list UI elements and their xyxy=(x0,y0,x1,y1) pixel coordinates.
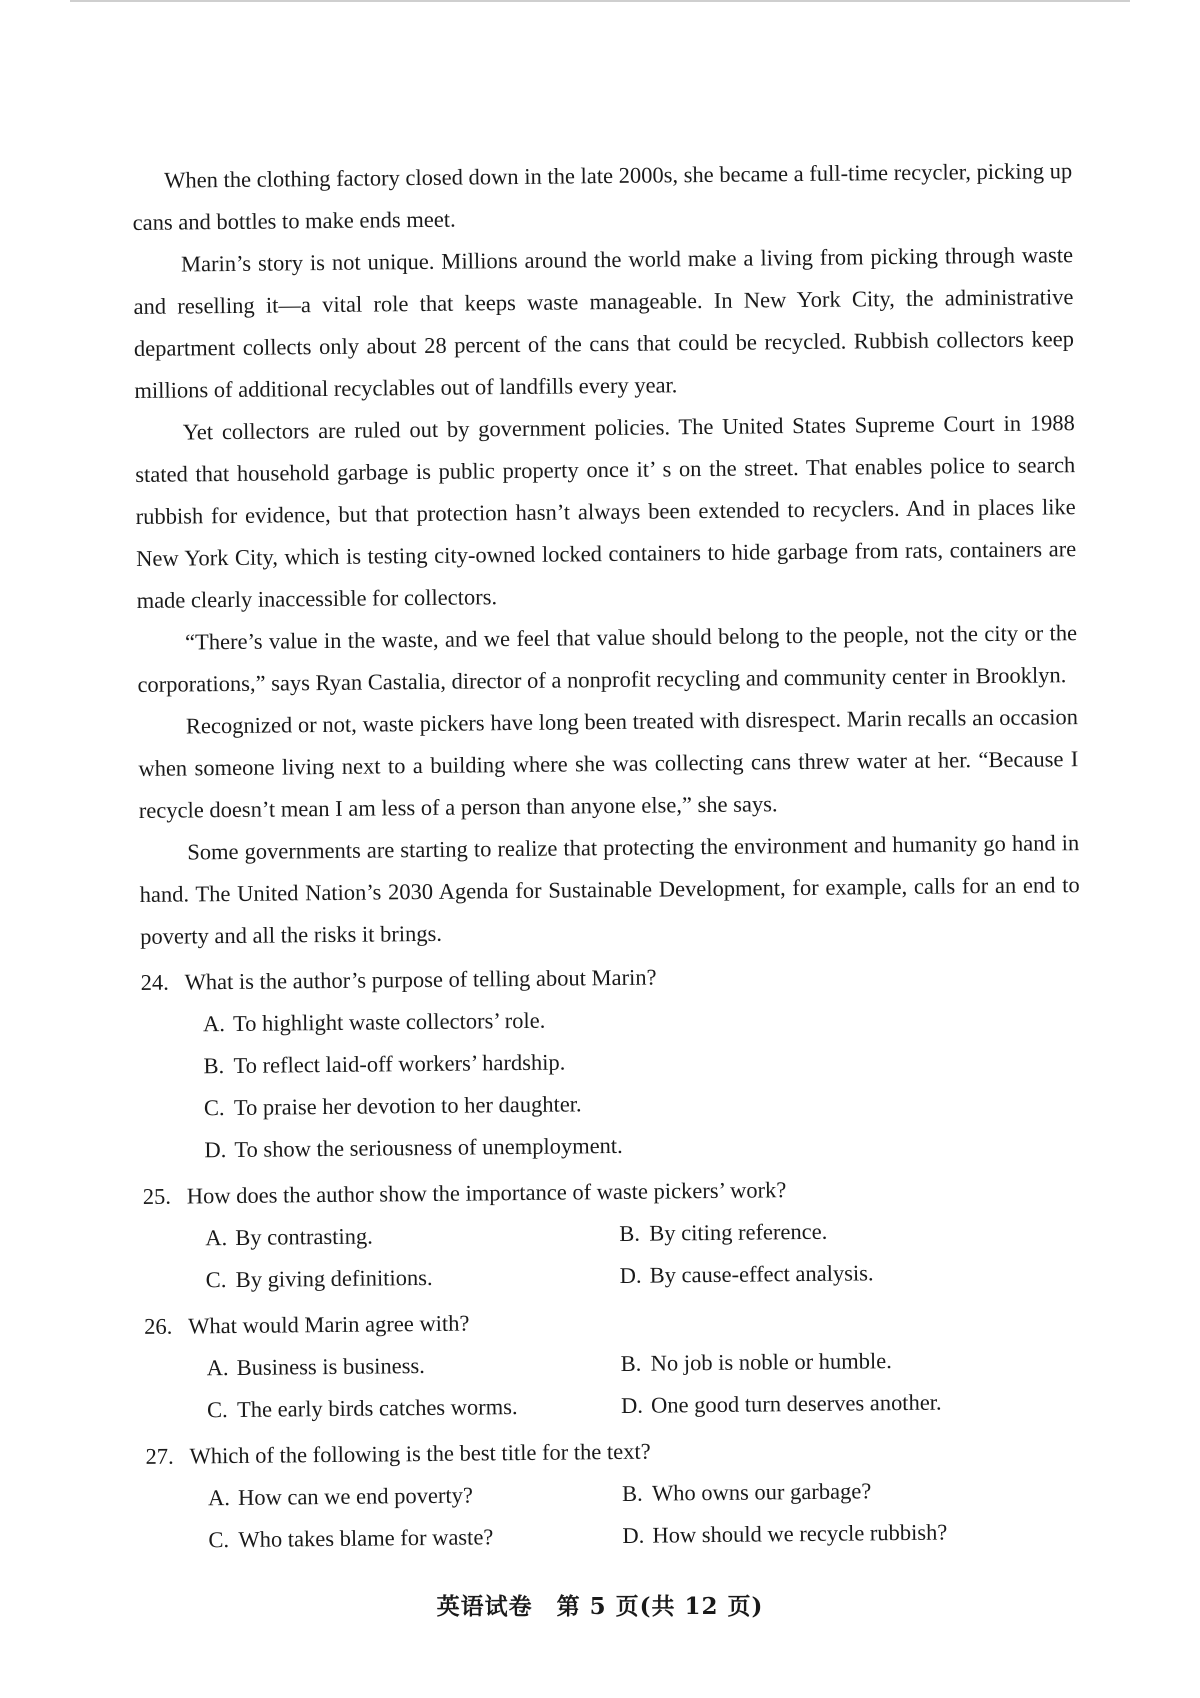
exam-page xyxy=(132,150,1087,1562)
passage-paragraph-4: “There’s value in the waste, and we feel that value should belong to the people, not the city or the corporations,” says Ryan Castalia, director of a nonprofit recycling and community center in Brooklyn. xyxy=(137,620,1078,697)
option-d[interactable] xyxy=(204,1120,1082,1171)
option-d[interactable] xyxy=(619,1250,1059,1297)
option-text: By contrasting. xyxy=(235,1223,373,1250)
option-text: How should we recycle rubbish? xyxy=(652,1519,948,1548)
question-27 xyxy=(145,1426,1086,1562)
option-letter: C. xyxy=(203,1095,225,1121)
option-text: Business is business. xyxy=(236,1353,425,1380)
option-a[interactable] xyxy=(206,1343,620,1389)
options-grid xyxy=(208,1468,1087,1561)
option-text: To highlight waste collectors’ role. xyxy=(232,1007,546,1036)
option-letter: D. xyxy=(622,1522,645,1548)
option-text: To show the seriousness of unemployment. xyxy=(234,1132,623,1162)
question-24 xyxy=(140,952,1082,1172)
option-letter: C. xyxy=(206,1397,228,1423)
passage-paragraph-6: Some governments are starting to realize that protecting the environment and humanity go hand in hand. The United Nation’s 2030 Agenda for Sustainable Development, for example, calls for an end to poverty and all the risks it brings. xyxy=(139,830,1080,949)
top-border-rule xyxy=(70,0,1130,2)
question-25 xyxy=(143,1166,1084,1302)
option-c[interactable] xyxy=(207,1385,621,1431)
question-stem: What is the author’s purpose of telling about Marin? xyxy=(184,964,657,995)
option-text: By giving definitions. xyxy=(235,1264,433,1292)
option-text: Who owns our garbage? xyxy=(651,1478,872,1506)
option-c[interactable] xyxy=(206,1255,620,1301)
option-b[interactable] xyxy=(619,1208,1059,1255)
option-text: One good turn deserves another. xyxy=(650,1389,942,1418)
option-letter: B. xyxy=(203,1053,225,1079)
passage-paragraph-2: Marin’s story is not unique. Millions around the world make a living from picking through waste and reselling it—a vital role that keeps waste manageable. In New York City, the administrative department collects only about 28 percent of the cans that could be recycled. Rubbish collectors keep millions of additional recyclables out of landfills every year. xyxy=(133,242,1075,403)
option-letter: C. xyxy=(205,1267,227,1293)
option-c[interactable] xyxy=(208,1515,622,1561)
option-a[interactable] xyxy=(208,1473,622,1519)
options-grid xyxy=(205,1208,1084,1301)
passage-paragraph-1: When the clothing factory closed down in the late 2000s, she became a full-time recycler, picking up cans and bottles to make ends meet. xyxy=(132,158,1073,235)
option-letter: A. xyxy=(206,1355,229,1381)
option-text: By citing reference. xyxy=(649,1218,828,1246)
option-b[interactable] xyxy=(620,1338,1060,1385)
page-footer: 英语试卷 第 5 页(共 12 页) xyxy=(436,1593,764,1620)
question-26 xyxy=(144,1296,1085,1432)
option-d[interactable] xyxy=(621,1380,1061,1427)
reading-passage xyxy=(132,150,1080,958)
option-text: By cause-effect analysis. xyxy=(649,1260,874,1288)
question-number: 26. xyxy=(144,1313,173,1339)
option-text: No job is noble or humble. xyxy=(650,1348,892,1376)
option-letter: A. xyxy=(207,1485,231,1511)
option-text: The early birds catches worms. xyxy=(236,1394,518,1422)
option-letter: B. xyxy=(621,1480,643,1506)
option-text: Who takes blame for waste? xyxy=(238,1524,494,1552)
question-number: 27. xyxy=(145,1443,174,1469)
option-a[interactable] xyxy=(205,1213,619,1259)
option-letter: A. xyxy=(205,1225,228,1251)
option-letter: D. xyxy=(204,1137,227,1163)
option-text: How can we end poverty? xyxy=(237,1482,474,1510)
options-grid xyxy=(206,1338,1085,1431)
options-list xyxy=(203,994,1083,1171)
option-text: To praise her devotion to her daughter. xyxy=(233,1091,582,1120)
passage-paragraph-3: Yet collectors are ruled out by government policies. The United States Supreme Court in 1988 stated that household garbage is public property once it’ s on the street. That enables police to search rubbish for evidence, but that protection hasn’t always been extended to recyclers. And in places like New York City, which is testing city-owned locked containers to hide garbage from rats, containers are made clearly inaccessible for collectors. xyxy=(135,410,1077,613)
passage-paragraph-5: Recognized or not, waste pickers have long been treated with disrespect. Marin recalls an occasion when someone living next to a building where she was collecting cans threw water at her. “Because I recycle doesn’t mean I am less of a person than anyone else,” she says. xyxy=(138,704,1079,823)
option-letter: C. xyxy=(208,1527,230,1553)
option-letter: A. xyxy=(202,1011,226,1037)
question-number: 24. xyxy=(140,969,169,995)
option-letter: B. xyxy=(619,1220,641,1246)
question-stem: What would Marin agree with? xyxy=(188,1310,470,1339)
option-letter: B. xyxy=(620,1350,642,1376)
question-number: 25. xyxy=(142,1183,172,1209)
question-stem: Which of the following is the best title for the text? xyxy=(189,1438,651,1469)
option-letter: D. xyxy=(620,1392,644,1418)
option-b[interactable] xyxy=(622,1468,1062,1515)
question-stem: How does the author show the importance of waste pickers’ work? xyxy=(186,1177,787,1209)
option-text: To reflect laid-off workers’ hardship. xyxy=(233,1049,566,1078)
option-d[interactable] xyxy=(622,1510,1062,1557)
option-letter: D. xyxy=(619,1262,642,1288)
